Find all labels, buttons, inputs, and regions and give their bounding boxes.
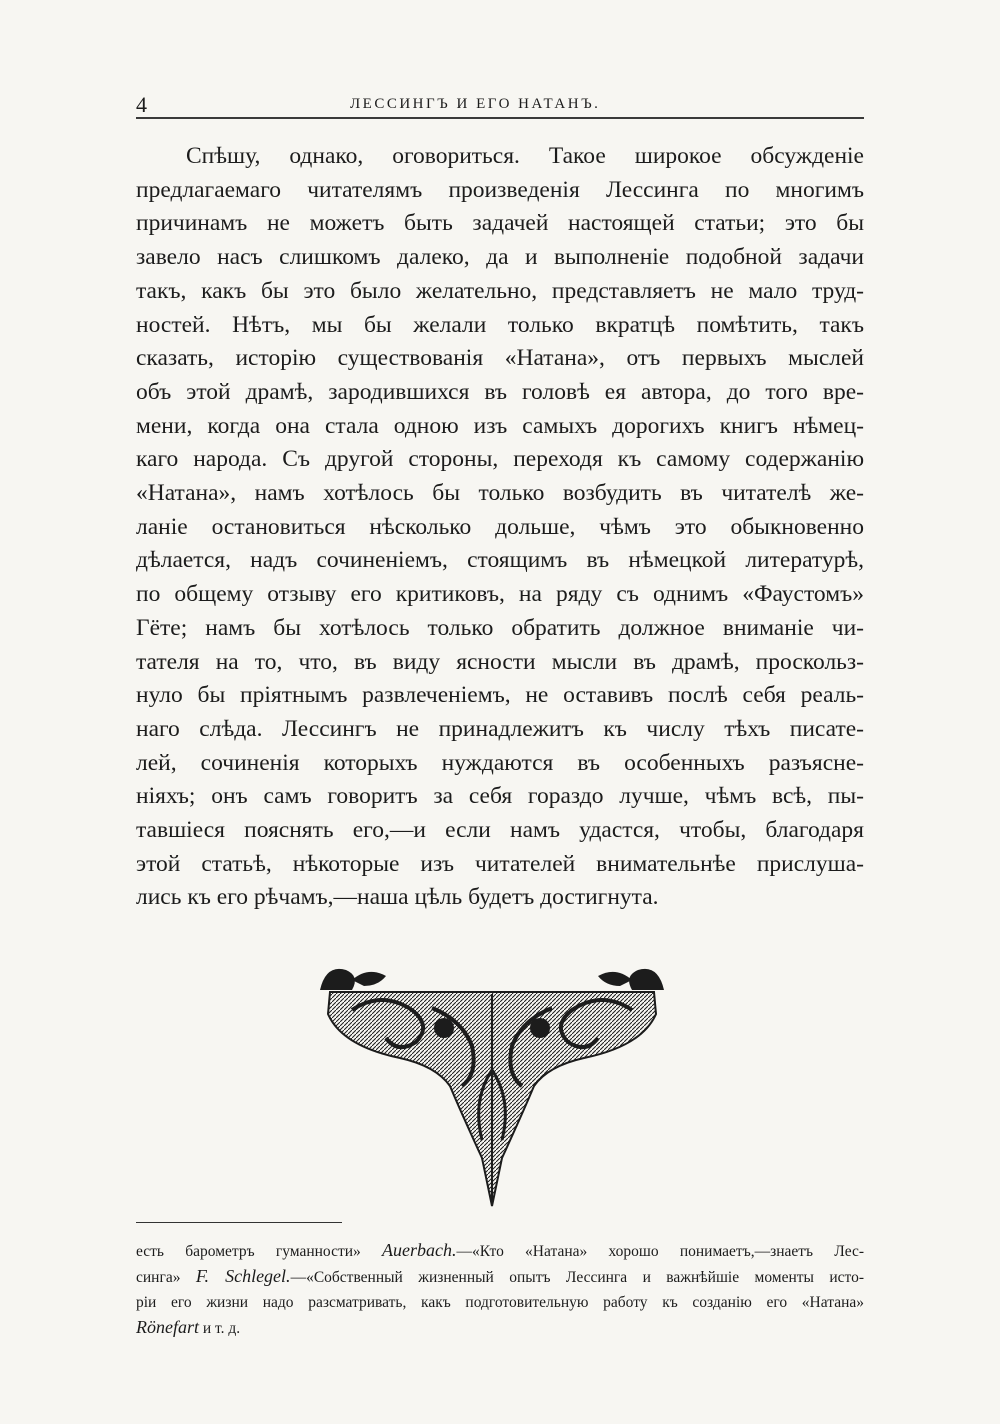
footnote-line: Rönefart и т. д. [136, 1317, 241, 1337]
body-line: наго слѣда. Лессингъ не принадлежитъ къ числу тѣхъ писате- [136, 715, 864, 742]
body-line: объ этой драмѣ, зародившихся въ головѣ ея автора, до того вре- [136, 378, 864, 405]
footnote-line: есть барометръ гуманности» Auerbach.—«Кто «Натана» хорошо понимаетъ,—знаетъ Лес- [136, 1240, 864, 1260]
body-line: такъ, какъ бы это было желательно, представляетъ не мало труд- [136, 277, 864, 304]
body-line: предлагаемаго читателямъ произведенія Лессинга по многимъ [136, 176, 864, 203]
body-line: нуло бы пріятнымъ развлеченіемъ, не оставивъ послѣ себя реаль- [136, 682, 864, 709]
body-line: каго народа. Съ другой стороны, переходя къ самому содержанію [136, 446, 864, 473]
body-line: завело насъ слишкомъ далеко, да и выполненіе подобной задачи [136, 244, 864, 271]
footnotes [136, 1238, 864, 1341]
page-number: 4 [136, 92, 147, 117]
tailpiece-ornament [312, 950, 672, 1210]
body-line: этой статьѣ, нѣкоторые изъ читателей внимательнѣе прислуша- [136, 850, 864, 877]
body-text [136, 140, 864, 915]
body-line: Спѣшу, однако, оговориться. Такое широкое обсужденіе [186, 143, 864, 169]
body-line: дѣлается, надъ сочиненіемъ, стоящимъ въ нѣмецкой литературѣ, [136, 547, 864, 574]
body-line: «Натана», намъ хотѣлось бы только возбудить въ читателѣ же- [136, 480, 864, 507]
footnote-rule [136, 1222, 342, 1223]
body-line: Гёте; намъ бы хотѣлось только обратить должное вниманіе чи- [136, 614, 864, 641]
body-line: ностей. Нѣтъ, мы бы желали только вкратцѣ помѣтить, такъ [136, 311, 864, 338]
header-rule [136, 117, 864, 119]
body-line: ніяхъ; онъ самъ говоритъ за себя гораздо лучше, чѣмъ всѣ, пы- [136, 783, 864, 810]
running-head: ЛЕССИНГЪ И ЕГО НАТАНЪ. [350, 96, 601, 112]
body-line: ланіе остановиться нѣсколько дольше, чѣмъ это обыкновенно [136, 513, 864, 540]
footnote-line: ріи его жизни надо разсматривать, какъ подготовительную работу къ созданію его «Натана» [136, 1294, 864, 1311]
body-line: по общему отзыву его критиковъ, на ряду съ однимъ «Фаустомъ» [136, 581, 864, 608]
body-line: тателя на то, что, въ виду ясности мысли въ драмѣ, проскольз- [136, 648, 864, 675]
body-line: тавшіеся пояснять его,—и если намъ удастся, чтобы, благодаря [136, 817, 864, 844]
body-line: мени, когда она стала одною изъ самыхъ дорогихъ книгъ нѣмец- [136, 412, 864, 439]
body-line: лись къ его рѣчамъ,—наша цѣль будетъ достигнута. [136, 884, 659, 911]
body-line: лей, сочиненія которыхъ нуждаются въ особенныхъ разъясне- [136, 749, 864, 776]
body-line: причинамъ не можетъ быть задачей настоящей статьи; это бы [136, 210, 864, 237]
body-line: сказать, исторію существованія «Натана», отъ первыхъ мыслей [136, 345, 864, 372]
footnote-line: синга» F. Schlegel.—«Собственный жизненный опытъ Лессинга и важнѣйшіе моменты исто- [136, 1266, 864, 1286]
